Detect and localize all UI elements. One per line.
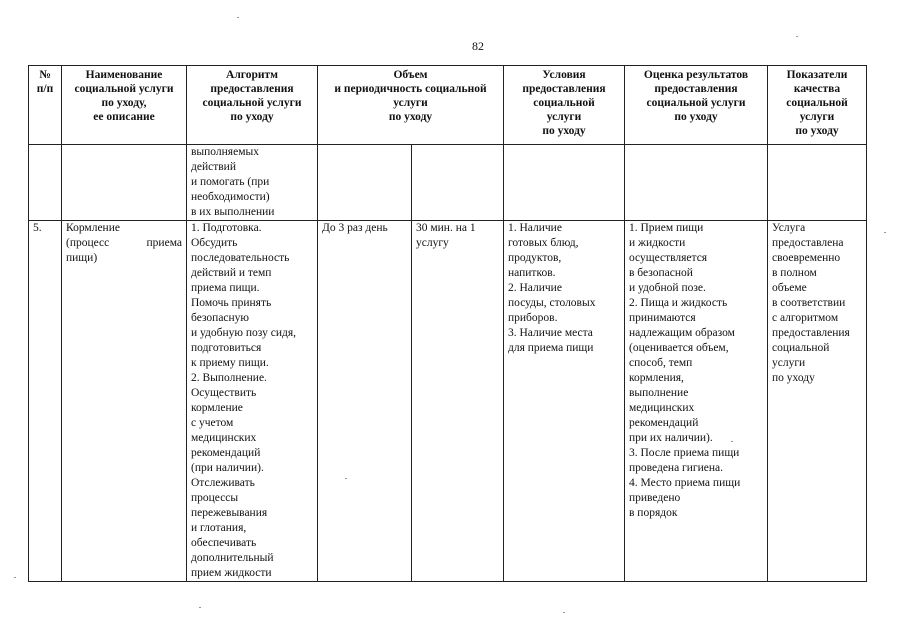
service-name-word-process: (процесс <box>66 237 110 249</box>
table-header-row <box>29 66 867 145</box>
service-name-word-intake: приема <box>146 237 182 249</box>
page-number: 82 <box>472 39 484 53</box>
scan-speck <box>237 17 239 18</box>
header-evaluation: Оценка результатов предоставления социальной услуги по уходу <box>625 66 768 145</box>
cell-conditions: 1. Наличие готовых блюд, продуктов, напитков. 2. Наличие посуды, столовых приборов. 3. Наличие места для приема пищи <box>504 221 625 582</box>
cell-volume <box>318 145 412 221</box>
cell-number: 5. <box>29 221 62 582</box>
cell-number <box>29 145 62 221</box>
cell-conditions <box>504 145 625 221</box>
scan-speck <box>345 478 347 479</box>
header-algorithm: Алгоритм предоставления социальной услуги по уходу <box>187 66 318 145</box>
services-table <box>28 65 867 582</box>
scan-speck <box>884 232 886 233</box>
cell-service-name <box>62 221 187 582</box>
cell-periodicity: 30 мин. на 1 услугу <box>412 221 504 582</box>
cell-evaluation: 1. Прием пищи и жидкости осуществляется в безопасной и удобной позе. 2. Пища и жидкость принимаются надлежащим образом (оценивается объем, способ, темп кормления, выполнение медицинских рекомендаций при их наличии). 3. После приема пищи проведена гигиена. 4. Место приема пищи приведено в порядок <box>625 221 768 582</box>
scan-speck <box>199 607 201 608</box>
cell-service-name <box>62 145 187 221</box>
scan-speck <box>731 441 733 442</box>
cell-algorithm: 1. Подготовка. Обсудить последовательность действий и темп приема пищи. Помочь принять безопасную и удобную позу сидя, подготовиться к приему пищи. 2. Выполнение. Осуществить кормление с учетом медицинских рекомендаций (при наличии). Отслеживать процессы пережевывания и глотания, обеспечивать дополнительный прием жидкости <box>187 221 318 582</box>
header-quality: Показатели качества социальной услуги по уходу <box>768 66 867 145</box>
header-number: № п/п <box>29 66 62 145</box>
table-row-5 <box>29 221 867 582</box>
scan-speck <box>563 612 565 613</box>
cell-volume: До 3 раз день <box>318 221 412 582</box>
header-service-name: Наименование социальной услуги по уходу, ее описание <box>62 66 187 145</box>
cell-evaluation <box>625 145 768 221</box>
header-volume-periodicity: Объем и периодичность социальной услуги по уходу <box>318 66 504 145</box>
scan-speck <box>14 577 16 578</box>
cell-periodicity <box>412 145 504 221</box>
table-row-continuation <box>29 145 867 221</box>
scan-speck <box>796 36 798 37</box>
cell-quality <box>768 145 867 221</box>
header-conditions: Условия предоставления социальной услуги по уходу <box>504 66 625 145</box>
service-name-line-1: Кормление <box>66 222 120 234</box>
service-name-line-2 <box>66 236 182 251</box>
cell-algorithm: выполняемых действий и помогать (при необходимости) в их выполнении <box>187 145 318 221</box>
service-name-line-3: пищи) <box>66 252 98 264</box>
cell-quality: Услуга предоставлена своевременно в полном объеме в соответствии с алгоритмом предоставления социальной услуги по уходу <box>768 221 867 582</box>
